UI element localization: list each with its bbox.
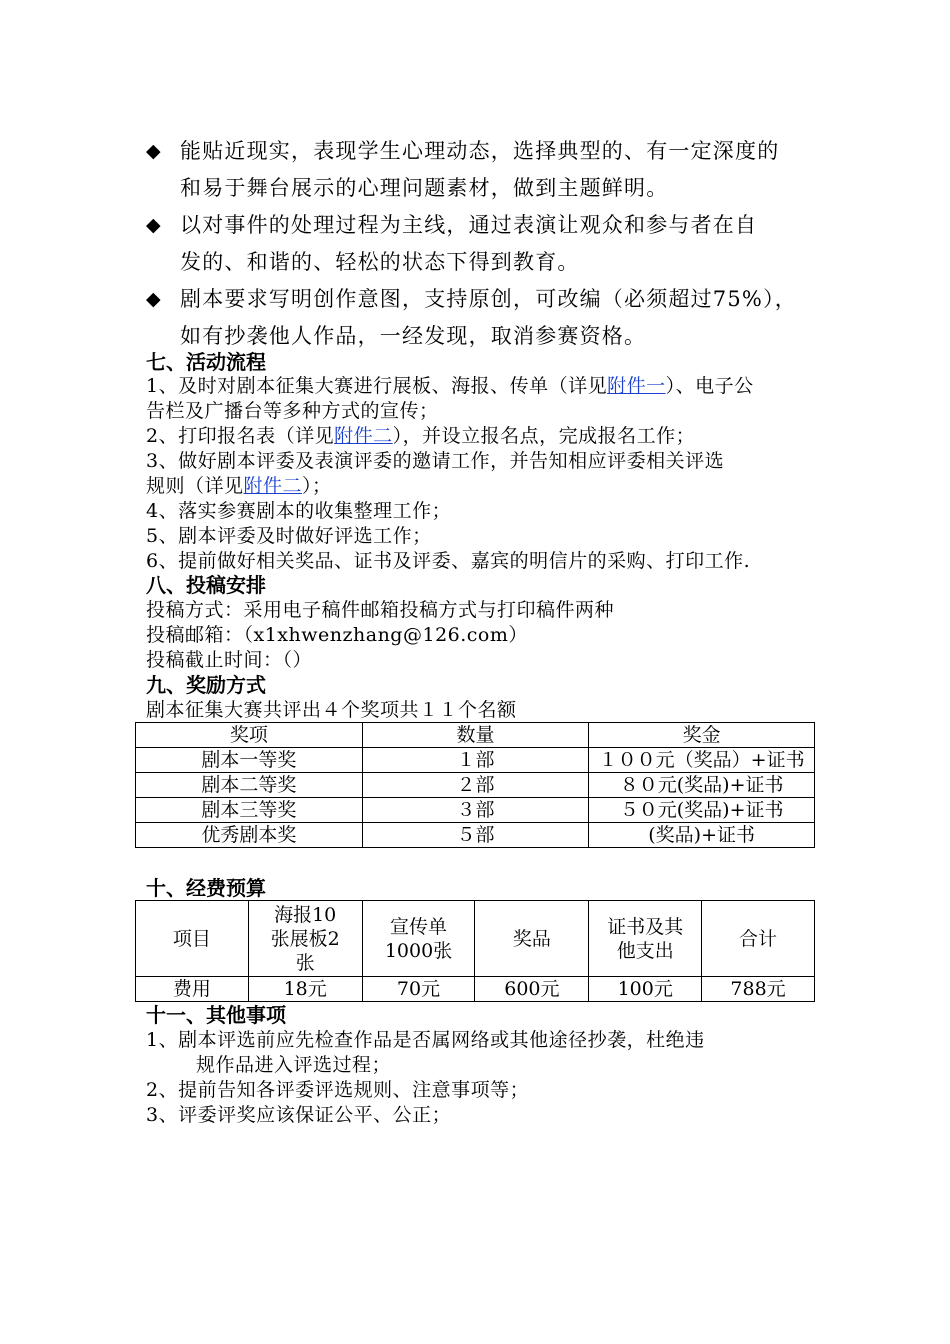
header-line: 1000张 bbox=[384, 939, 453, 962]
table-header-cell bbox=[248, 901, 362, 977]
table-cell: 788元 bbox=[702, 977, 815, 1002]
requirement-bullet-2 bbox=[146, 207, 826, 281]
table-cell: 70元 bbox=[362, 977, 475, 1002]
table-header-cell: 数量 bbox=[362, 723, 589, 748]
text: ），并设立报名点，完成报名工作； bbox=[392, 425, 696, 447]
other-item-2: 2、提前告知各评委评选规则、注意事项等； bbox=[146, 1079, 530, 1101]
table-cell: 18元 bbox=[248, 977, 362, 1002]
attachment-1-link[interactable]: 附件一 bbox=[607, 375, 666, 397]
table-cell: ８０元(奖品)+证书 bbox=[589, 773, 815, 798]
text: ）； bbox=[302, 475, 332, 497]
table-cell: 100元 bbox=[589, 977, 702, 1002]
process-item-6: 6、提前做好相关奖品、证书及评委、嘉宾的明信片的采购、打印工作. bbox=[146, 550, 751, 572]
submission-email: 投稿邮箱：（x1xhwenzhang@126.com） bbox=[146, 624, 528, 646]
table-header-cell: 合计 bbox=[702, 901, 815, 977]
text: 规则（详见 bbox=[146, 475, 244, 497]
table-header-cell: 奖金 bbox=[589, 723, 815, 748]
section-11-heading: 十一、其他事项 bbox=[146, 1003, 286, 1027]
diamond-bullet-icon: ◆ bbox=[146, 214, 161, 236]
other-item-1: 1、剧本评选前应先检查作品是否属网络或其他途径抄袭，杜绝违 bbox=[146, 1029, 705, 1051]
bullet-text-line: 以对事件的处理过程为主线，通过表演让观众和参与者在自 bbox=[180, 213, 758, 237]
section-8-heading: 八、投稿安排 bbox=[146, 573, 266, 597]
header-line: 证书及其 bbox=[607, 915, 684, 938]
section-9-heading: 九、奖励方式 bbox=[146, 673, 266, 697]
awards-table bbox=[135, 722, 815, 848]
text: 2、打印报名表（详见 bbox=[146, 425, 335, 447]
table-header-row bbox=[136, 901, 815, 977]
submission-method: 投稿方式：采用电子稿件邮箱投稿方式与打印稿件两种 bbox=[146, 599, 615, 621]
text: ）、电子公 bbox=[665, 375, 754, 397]
diamond-bullet-icon: ◆ bbox=[146, 288, 161, 310]
process-item-3-cont bbox=[146, 474, 332, 498]
process-item-1 bbox=[146, 374, 754, 398]
table-cell: (奖品)+证书 bbox=[589, 823, 815, 848]
table-cell: ２部 bbox=[362, 773, 589, 798]
table-cell: １００元（奖品）+证书 bbox=[589, 748, 815, 773]
bullet-text-line: 发的、和谐的、轻松的状态下得到教育。 bbox=[180, 250, 580, 274]
table-cell: 剧本三等奖 bbox=[136, 798, 363, 823]
table-row bbox=[136, 798, 815, 823]
bullet-text-line: 剧本要求写明创作意图，支持原创，可改编（必须超过75%）， bbox=[180, 287, 797, 311]
other-item-3: 3、评委评奖应该保证公平、公正； bbox=[146, 1104, 452, 1126]
table-cell: 费用 bbox=[136, 977, 249, 1002]
process-item-4: 4、落实参赛剧本的收集整理工作； bbox=[146, 500, 452, 522]
process-item-2 bbox=[146, 424, 695, 448]
diamond-bullet-icon: ◆ bbox=[146, 140, 161, 162]
process-item-1-cont: 告栏及广播台等多种方式的宣传； bbox=[146, 400, 439, 422]
bullet-text-line: 和易于舞台展示的心理问题素材，做到主题鲜明。 bbox=[180, 176, 669, 200]
header-line: 张展板2 bbox=[270, 927, 340, 950]
bullet-text-line: 能贴近现实，表现学生心理动态，选择典型的、有一定深度的 bbox=[180, 139, 780, 163]
submission-deadline: 投稿截止时间：（） bbox=[146, 649, 313, 671]
awards-intro: 剧本征集大赛共评出４个奖项共１１个名额 bbox=[146, 699, 517, 721]
table-header-cell bbox=[589, 901, 702, 977]
table-header-cell: 项目 bbox=[136, 901, 249, 977]
table-row bbox=[136, 748, 815, 773]
table-row bbox=[136, 773, 815, 798]
requirement-bullet-1 bbox=[146, 133, 826, 207]
text: 1、及时对剧本征集大赛进行展板、海报、传单（详见 bbox=[146, 375, 608, 397]
bullet-text-line: 如有抄袭他人作品，一经发现，取消参赛资格。 bbox=[180, 324, 647, 348]
attachment-2-link[interactable]: 附件二 bbox=[334, 425, 393, 447]
table-cell: 剧本一等奖 bbox=[136, 748, 363, 773]
table-cell: ３部 bbox=[362, 798, 589, 823]
table-header-cell: 奖项 bbox=[136, 723, 363, 748]
table-cell: １部 bbox=[362, 748, 589, 773]
header-line: 宣传单 bbox=[390, 915, 448, 938]
table-header-row bbox=[136, 723, 815, 748]
process-item-5: 5、剧本评委及时做好评选工作； bbox=[146, 525, 432, 547]
table-cell: ５部 bbox=[362, 823, 589, 848]
table-header-cell bbox=[362, 901, 475, 977]
section-7-heading: 七、活动流程 bbox=[146, 350, 266, 374]
table-header-cell: 奖品 bbox=[475, 901, 589, 977]
section-10-heading: 十、经费预算 bbox=[146, 876, 266, 900]
header-line: 海报10 bbox=[274, 903, 337, 926]
other-item-1-cont: 规作品进入评选过程； bbox=[196, 1054, 392, 1076]
table-cell: 优秀剧本奖 bbox=[136, 823, 363, 848]
table-cell: 600元 bbox=[475, 977, 589, 1002]
attachment-2-link[interactable]: 附件二 bbox=[243, 475, 303, 497]
header-line: 张 bbox=[295, 951, 315, 974]
header-line: 他支出 bbox=[616, 939, 674, 962]
table-cell: 剧本二等奖 bbox=[136, 773, 363, 798]
budget-table bbox=[135, 900, 815, 1002]
table-row bbox=[136, 977, 815, 1002]
requirement-bullet-3 bbox=[146, 281, 826, 355]
table-row bbox=[136, 823, 815, 848]
process-item-3: 3、做好剧本评委及表演评委的邀请工作，并告知相应评委相关评选 bbox=[146, 450, 725, 472]
table-cell: ５０元(奖品)+证书 bbox=[589, 798, 815, 823]
